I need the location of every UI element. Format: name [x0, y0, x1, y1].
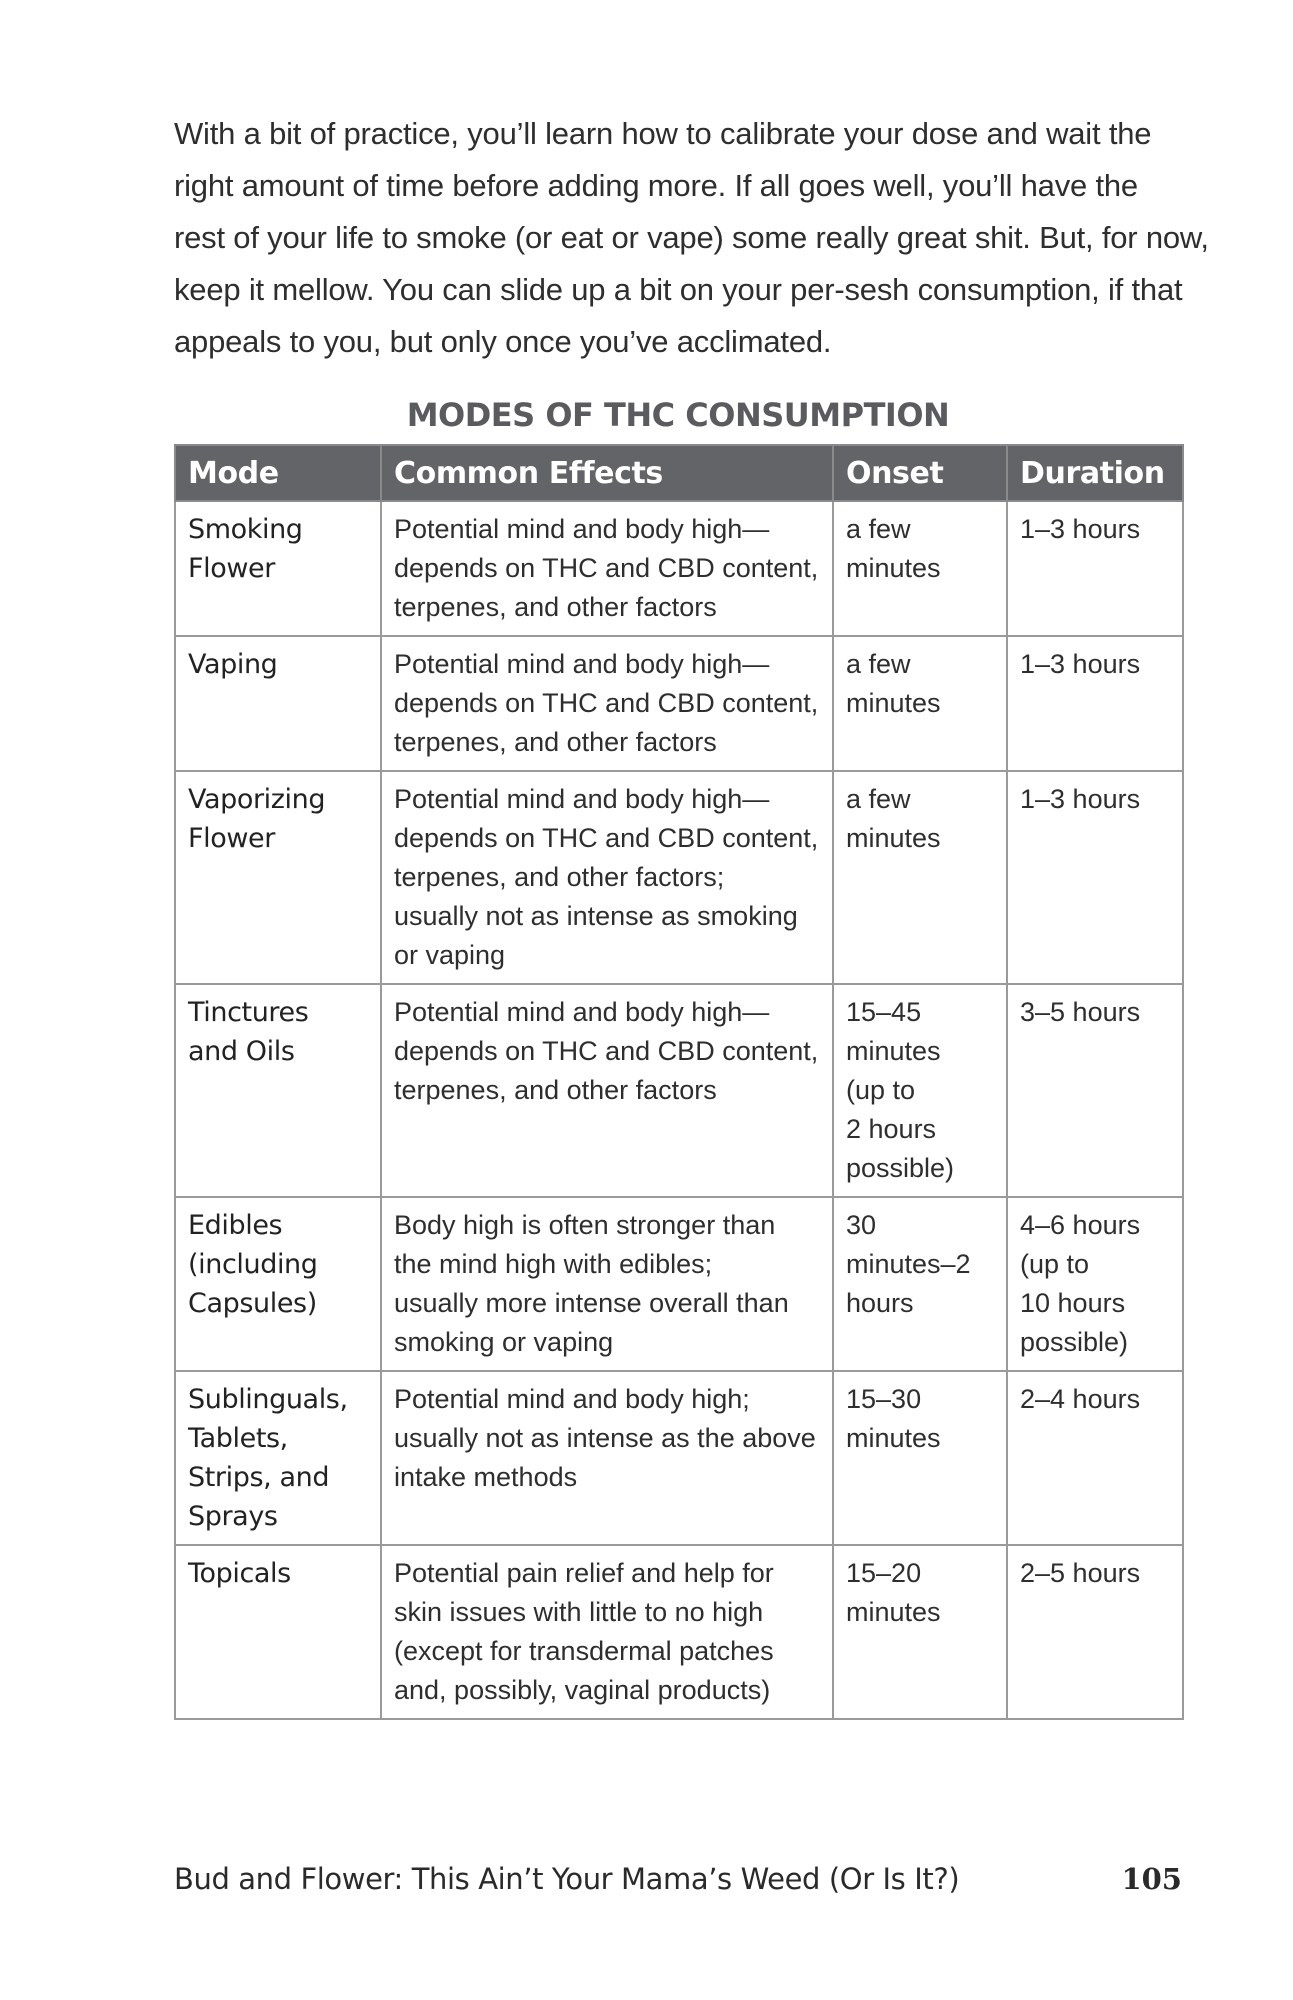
table-row	[175, 636, 1183, 771]
cell-common-effects-line: usually more intense overall than	[394, 1288, 789, 1318]
cell-duration-line: (up to	[1020, 1249, 1090, 1279]
cell-duration-line: 1–3 hours	[1020, 514, 1141, 544]
intro-line: keep it mellow. You can slide up a bit on your per-sesh consumption, if that	[174, 272, 1183, 307]
cell-onset-line: 2 hours	[846, 1114, 937, 1144]
cell-mode-line: and Oils	[188, 1036, 295, 1067]
cell-common-effects-line: Potential pain relief and help for	[394, 1558, 774, 1588]
cell-common-effects	[381, 771, 833, 984]
header-common-effects: Common Effects	[381, 445, 833, 501]
cell-onset-line: a few	[846, 514, 911, 544]
cell-common-effects-line: Potential mind and body high—	[394, 514, 770, 544]
cell-mode	[175, 1371, 381, 1545]
cell-duration	[1007, 1197, 1183, 1371]
cell-mode-line: Strips, and	[188, 1462, 330, 1493]
cell-common-effects	[381, 1545, 833, 1719]
cell-common-effects-line: Body high is often stronger than	[394, 1210, 776, 1240]
cell-mode-line: Topicals	[188, 1558, 291, 1589]
cell-duration	[1007, 984, 1183, 1197]
cell-common-effects-line: terpenes, and other factors;	[394, 862, 725, 892]
cell-onset-line: minutes	[846, 1036, 941, 1066]
cell-mode	[175, 636, 381, 771]
cell-onset-line: a few	[846, 784, 911, 814]
cell-common-effects-line: depends on THC and CBD content,	[394, 688, 819, 718]
cell-mode-line: Tablets,	[188, 1423, 288, 1454]
cell-onset	[833, 771, 1007, 984]
cell-common-effects-line: Potential mind and body high—	[394, 649, 770, 679]
cell-onset	[833, 1371, 1007, 1545]
cell-duration-line: possible)	[1020, 1327, 1129, 1357]
cell-common-effects-line: terpenes, and other factors	[394, 592, 717, 622]
table-row	[175, 501, 1183, 636]
cell-mode	[175, 1545, 381, 1719]
cell-onset	[833, 636, 1007, 771]
cell-common-effects-line: or vaping	[394, 940, 506, 970]
cell-common-effects	[381, 1371, 833, 1545]
cell-onset-line: 30	[846, 1210, 877, 1240]
cell-onset-line: minutes	[846, 688, 941, 718]
cell-onset-line: 15–45	[846, 997, 922, 1027]
cell-onset-line: minutes	[846, 1597, 941, 1627]
table-row	[175, 1545, 1183, 1719]
cell-mode	[175, 771, 381, 984]
cell-onset-line: possible)	[846, 1153, 955, 1183]
cell-common-effects-line: depends on THC and CBD content,	[394, 553, 819, 583]
cell-onset-line: minutes–2	[846, 1249, 971, 1279]
table-row	[175, 771, 1183, 984]
table-header-row	[175, 445, 1183, 501]
intro-line: rest of your life to smoke (or eat or vape) some really great shit. But, for now,	[174, 220, 1209, 255]
cell-duration-line: 10 hours	[1020, 1288, 1126, 1318]
cell-common-effects	[381, 1197, 833, 1371]
cell-mode-line: (including	[188, 1249, 318, 1280]
intro-paragraph	[174, 108, 1209, 368]
cell-onset	[833, 1545, 1007, 1719]
cell-onset	[833, 1197, 1007, 1371]
table-body	[175, 501, 1183, 1719]
cell-mode-line: Vaping	[188, 649, 278, 680]
cell-onset-line: minutes	[846, 553, 941, 583]
table-row	[175, 1197, 1183, 1371]
cell-mode-line: Flower	[188, 823, 275, 854]
cell-duration	[1007, 501, 1183, 636]
cell-common-effects-line: usually not as intense as the above	[394, 1423, 816, 1453]
cell-duration	[1007, 1371, 1183, 1545]
cell-duration-line: 1–3 hours	[1020, 649, 1141, 679]
cell-common-effects-line: terpenes, and other factors	[394, 727, 717, 757]
table-title: MODES OF THC CONSUMPTION	[406, 396, 950, 434]
page-number: 105	[1121, 1862, 1182, 1896]
cell-duration-line: 2–5 hours	[1020, 1558, 1141, 1588]
cell-onset	[833, 984, 1007, 1197]
cell-common-effects-line: and, possibly, vaginal products)	[394, 1675, 771, 1705]
header-mode: Mode	[175, 445, 381, 501]
cell-mode	[175, 984, 381, 1197]
cell-common-effects-line: depends on THC and CBD content,	[394, 1036, 819, 1066]
cell-common-effects	[381, 501, 833, 636]
cell-common-effects-line: Potential mind and body high—	[394, 997, 770, 1027]
cell-onset-line: (up to	[846, 1075, 916, 1105]
cell-common-effects-line: skin issues with little to no high	[394, 1597, 764, 1627]
cell-common-effects-line: Potential mind and body high;	[394, 1384, 750, 1414]
cell-common-effects-line: Potential mind and body high—	[394, 784, 770, 814]
cell-onset-line: a few	[846, 649, 911, 679]
cell-mode-line: Flower	[188, 553, 275, 584]
thc-modes-table	[174, 444, 1184, 1720]
cell-duration	[1007, 771, 1183, 984]
cell-mode-line: Sprays	[188, 1501, 278, 1532]
cell-common-effects-line: terpenes, and other factors	[394, 1075, 717, 1105]
cell-common-effects-line: (except for transdermal patches	[394, 1636, 774, 1666]
cell-duration-line: 1–3 hours	[1020, 784, 1141, 814]
cell-onset-line: minutes	[846, 823, 941, 853]
table-row	[175, 984, 1183, 1197]
cell-common-effects	[381, 984, 833, 1197]
cell-onset-line: minutes	[846, 1423, 941, 1453]
cell-common-effects	[381, 636, 833, 771]
cell-duration-line: 2–4 hours	[1020, 1384, 1141, 1414]
cell-mode-line: Capsules)	[188, 1288, 317, 1319]
cell-mode-line: Edibles	[188, 1210, 283, 1241]
intro-line: appeals to you, but only once you’ve acclimated.	[174, 324, 832, 359]
intro-line: With a bit of practice, you’ll learn how to calibrate your dose and wait the	[174, 116, 1152, 151]
cell-onset-line: 15–20	[846, 1558, 922, 1588]
running-footer-title: Bud and Flower: This Ain’t Your Mama’s Weed (Or Is It?)	[174, 1862, 960, 1896]
cell-duration-line: 3–5 hours	[1020, 997, 1141, 1027]
cell-duration-line: 4–6 hours	[1020, 1210, 1141, 1240]
cell-duration	[1007, 636, 1183, 771]
cell-mode	[175, 1197, 381, 1371]
table-row	[175, 1371, 1183, 1545]
header-duration: Duration	[1007, 445, 1183, 501]
cell-mode-line: Vaporizing	[188, 784, 326, 815]
cell-mode-line: Sublinguals,	[188, 1384, 348, 1415]
cell-common-effects-line: the mind high with edibles;	[394, 1249, 713, 1279]
cell-onset	[833, 501, 1007, 636]
cell-common-effects-line: depends on THC and CBD content,	[394, 823, 819, 853]
cell-common-effects-line: usually not as intense as smoking	[394, 901, 798, 931]
cell-common-effects-line: smoking or vaping	[394, 1327, 614, 1357]
cell-mode-line: Tinctures	[188, 997, 309, 1028]
cell-mode	[175, 501, 381, 636]
cell-duration	[1007, 1545, 1183, 1719]
header-onset: Onset	[833, 445, 1007, 501]
cell-common-effects-line: intake methods	[394, 1462, 578, 1492]
cell-mode-line: Smoking	[188, 514, 303, 545]
cell-onset-line: 15–30	[846, 1384, 922, 1414]
cell-onset-line: hours	[846, 1288, 914, 1318]
intro-line: right amount of time before adding more. If all goes well, you’ll have the	[174, 168, 1138, 203]
